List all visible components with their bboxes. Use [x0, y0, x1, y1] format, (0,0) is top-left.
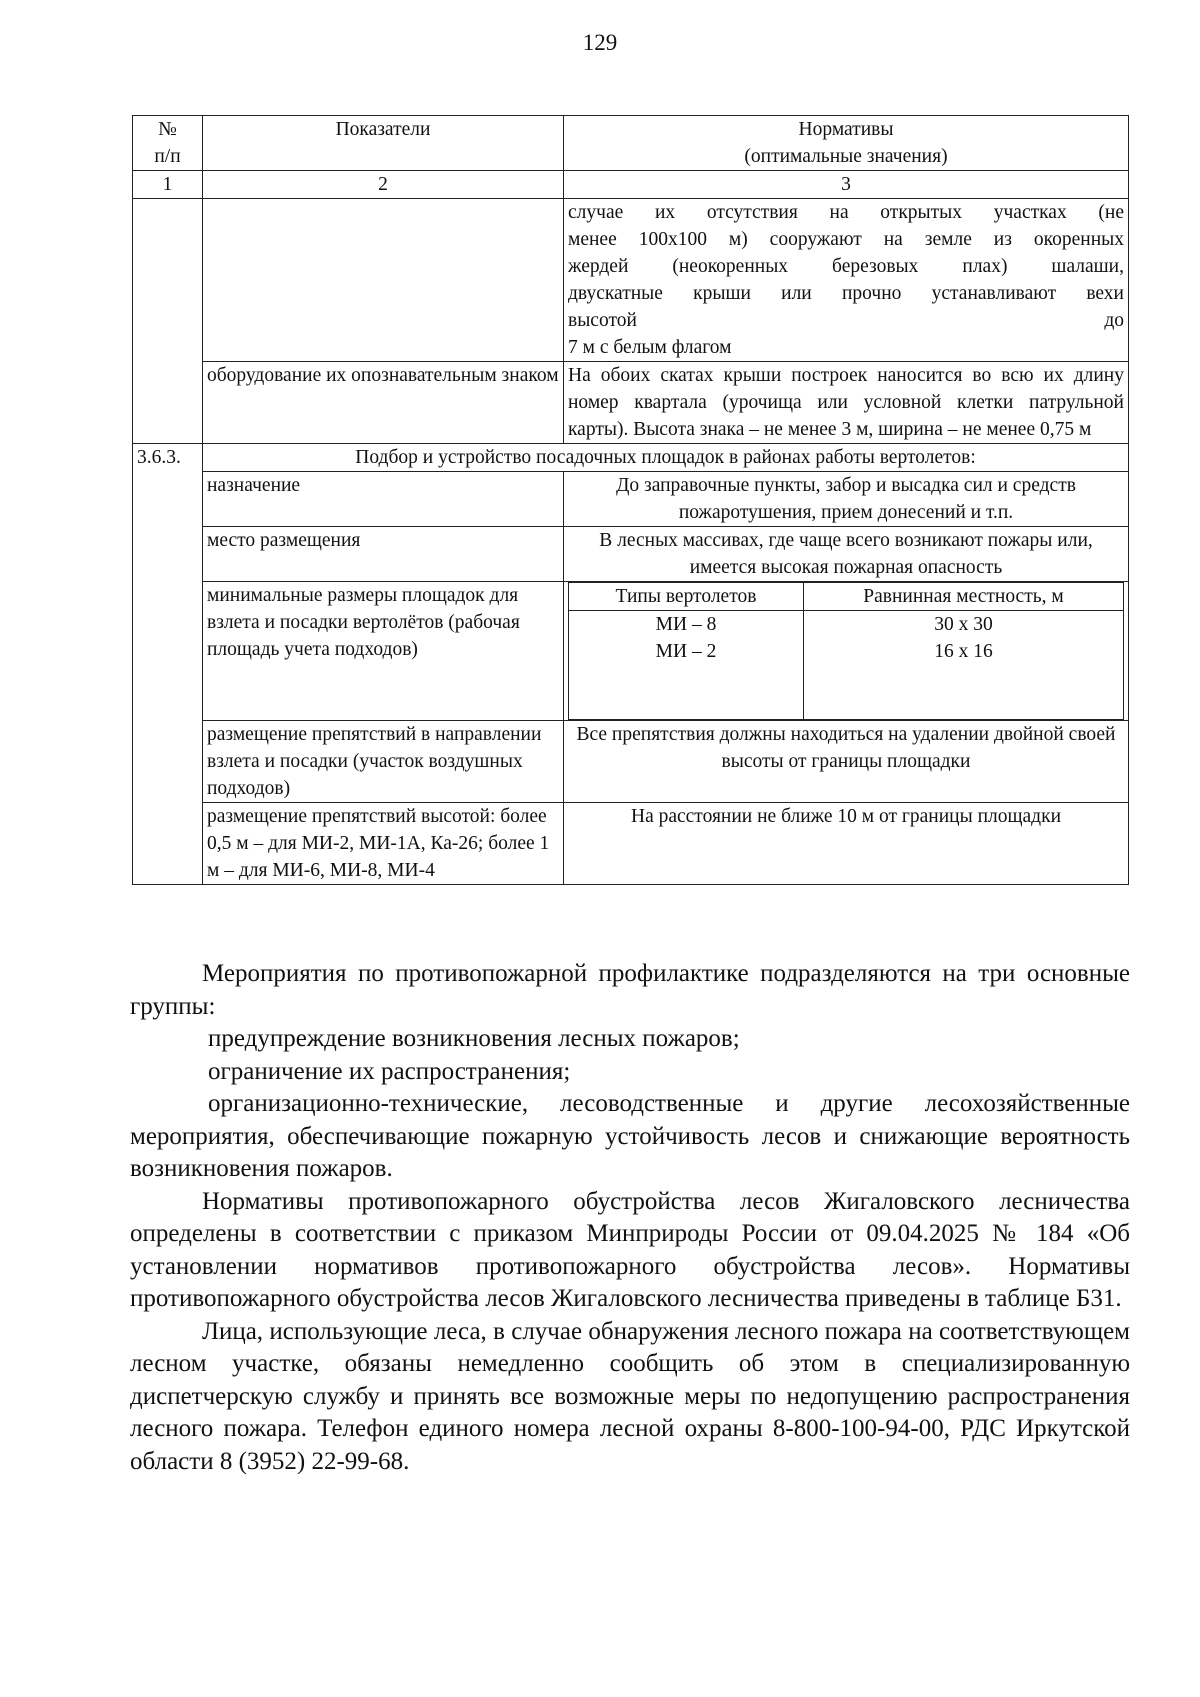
- table-row: [133, 472, 1129, 527]
- row-number-empty: [133, 199, 203, 444]
- col-number-3: 3: [564, 171, 1129, 199]
- continuation-line: двускатные крыши или прочно устанавливают вехи: [568, 283, 1124, 304]
- section-number: 3.6.3.: [133, 444, 203, 885]
- heli-sizes-data-row: [569, 611, 1124, 720]
- list-item: организационно-технические, лесоводственные и другие лесохозяйственные мероприятия, обеспечивающие пожарную устойчивость лесов и снижающие вероятность возникновения пожаров.: [130, 1090, 1130, 1182]
- body-text: [130, 958, 1130, 1478]
- column-number-row: [133, 171, 1129, 199]
- heli-sizes-indicator: минимальные размеры площадок для взлета и посадки вертолётов (рабочая площадь учета подходов): [203, 582, 564, 721]
- header-norms: [564, 116, 1129, 171]
- table-header-row: [133, 116, 1129, 171]
- continuation-line: менее 100х100 м) сооружают на земле из окоренных: [568, 229, 1124, 250]
- table-row: [133, 721, 1129, 803]
- heli-sizes-subtable: [568, 582, 1124, 720]
- page-number: 129: [582, 30, 618, 55]
- col-number-2: 2: [203, 171, 564, 199]
- location-indicator: место размещения: [203, 527, 564, 582]
- header-num-line1: №: [158, 119, 177, 140]
- heli-sizes-cell: [804, 611, 1124, 720]
- col-number-1: 1: [133, 171, 203, 199]
- header-indicator: Показатели: [203, 116, 564, 171]
- continuation-value: [564, 199, 1129, 362]
- norms-table: [132, 115, 1129, 885]
- row-indicator-empty: [203, 199, 564, 362]
- obstacles-direction-indicator: размещение препятствий в направлении взлета и посадки (участок воздушных подходов): [203, 721, 564, 803]
- purpose-indicator: назначение: [203, 472, 564, 527]
- list-item: ограничение их распространения;: [208, 1057, 571, 1085]
- continuation-line: случае их отсутствия на открытых участках (не: [568, 202, 1124, 223]
- paragraph-groups: Мероприятия по противопожарной профилактике подразделяются на три основные группы:: [130, 960, 1130, 1020]
- heli-types-cell: [569, 611, 804, 720]
- obstacles-direction-value: Все препятствия должны находиться на удалении двойной своей высоты от границы площадки: [564, 721, 1129, 803]
- header-norms-line1: Нормативы: [798, 119, 894, 140]
- header-num-line2: п/п: [154, 146, 181, 167]
- table-row: [133, 362, 1129, 444]
- continuation-line: жердей (неокоренных березовых плах) шалаши,: [568, 256, 1124, 277]
- table-row: [133, 199, 1129, 362]
- section-title: Подбор и устройство посадочных площадок в районах работы вертолетов:: [203, 444, 1129, 472]
- heli-sizes-value: [564, 582, 1129, 721]
- location-value: В лесных массивах, где чаще всего возникают пожары или, имеется высокая пожарная опасность: [564, 527, 1129, 582]
- purpose-value: До заправочные пункты, забор и высадка сил и средств пожаротушения, прием донесений и т.п.: [564, 472, 1129, 527]
- obstacles-height-value: На расстоянии не ближе 10 м от границы площадки: [564, 803, 1129, 885]
- section-row: [133, 444, 1129, 472]
- table-row: [133, 527, 1129, 582]
- heli-type: МИ – 8: [655, 614, 717, 635]
- heli-size: 30 х 30: [934, 614, 993, 635]
- paragraph-persons: Лица, использующие леса, в случае обнаружения лесного пожара на соответствующем лесном участке, обязаны немедленно сообщить об этом в специализированную диспетчерскую службу и принять все возможные меры по недопущению распространения лесного пожара. Телефон единого номера лесной охраны 8-800-100-94-00, РДС Иркутской области 8 (3952) 22-99-68.: [130, 1317, 1130, 1475]
- list-item: предупреждение возникновения лесных пожаров;: [208, 1025, 740, 1052]
- header-num: [133, 116, 203, 171]
- equipment-indicator: оборудование их опознавательным знаком: [203, 362, 564, 444]
- paragraph-norms: Нормативы противопожарного обустройства лесов Жигаловского лесничества определены в соответствии с приказом Минприроды России от 09.04.2025 № 184 «Об установлении нормативов противопожарного обустройства лесов». Нормативы противопожарного обустройства лесов Жигаловского лесничества приведены в таблице Б31.: [130, 1187, 1130, 1312]
- table-row: [133, 803, 1129, 885]
- equipment-value: На обоих скатах крыши построек наносится во всю их длину номер квартала (урочища или условной клетки патрульной карты). Высота знака – не менее 3 м, ширина – не менее 0,75 м: [564, 362, 1129, 444]
- plain-terrain-header: Равнинная местность, м: [804, 583, 1124, 611]
- heli-sizes-header-row: [569, 583, 1124, 611]
- header-norms-line2: (оптимальные значения): [744, 146, 948, 167]
- heli-types-header: Типы вертолетов: [569, 583, 804, 611]
- heli-size: 16 х 16: [934, 641, 993, 662]
- table-row: [133, 582, 1129, 721]
- heli-type: МИ – 2: [655, 641, 717, 662]
- obstacles-height-indicator: размещение препятствий высотой: более 0,5 м – для МИ-2, МИ-1А, Ка-26; более 1 м – для МИ-6, МИ-8, МИ-4: [203, 803, 564, 885]
- continuation-line: высотой до: [568, 310, 1124, 331]
- continuation-last-line: 7 м с белым флагом: [568, 337, 732, 358]
